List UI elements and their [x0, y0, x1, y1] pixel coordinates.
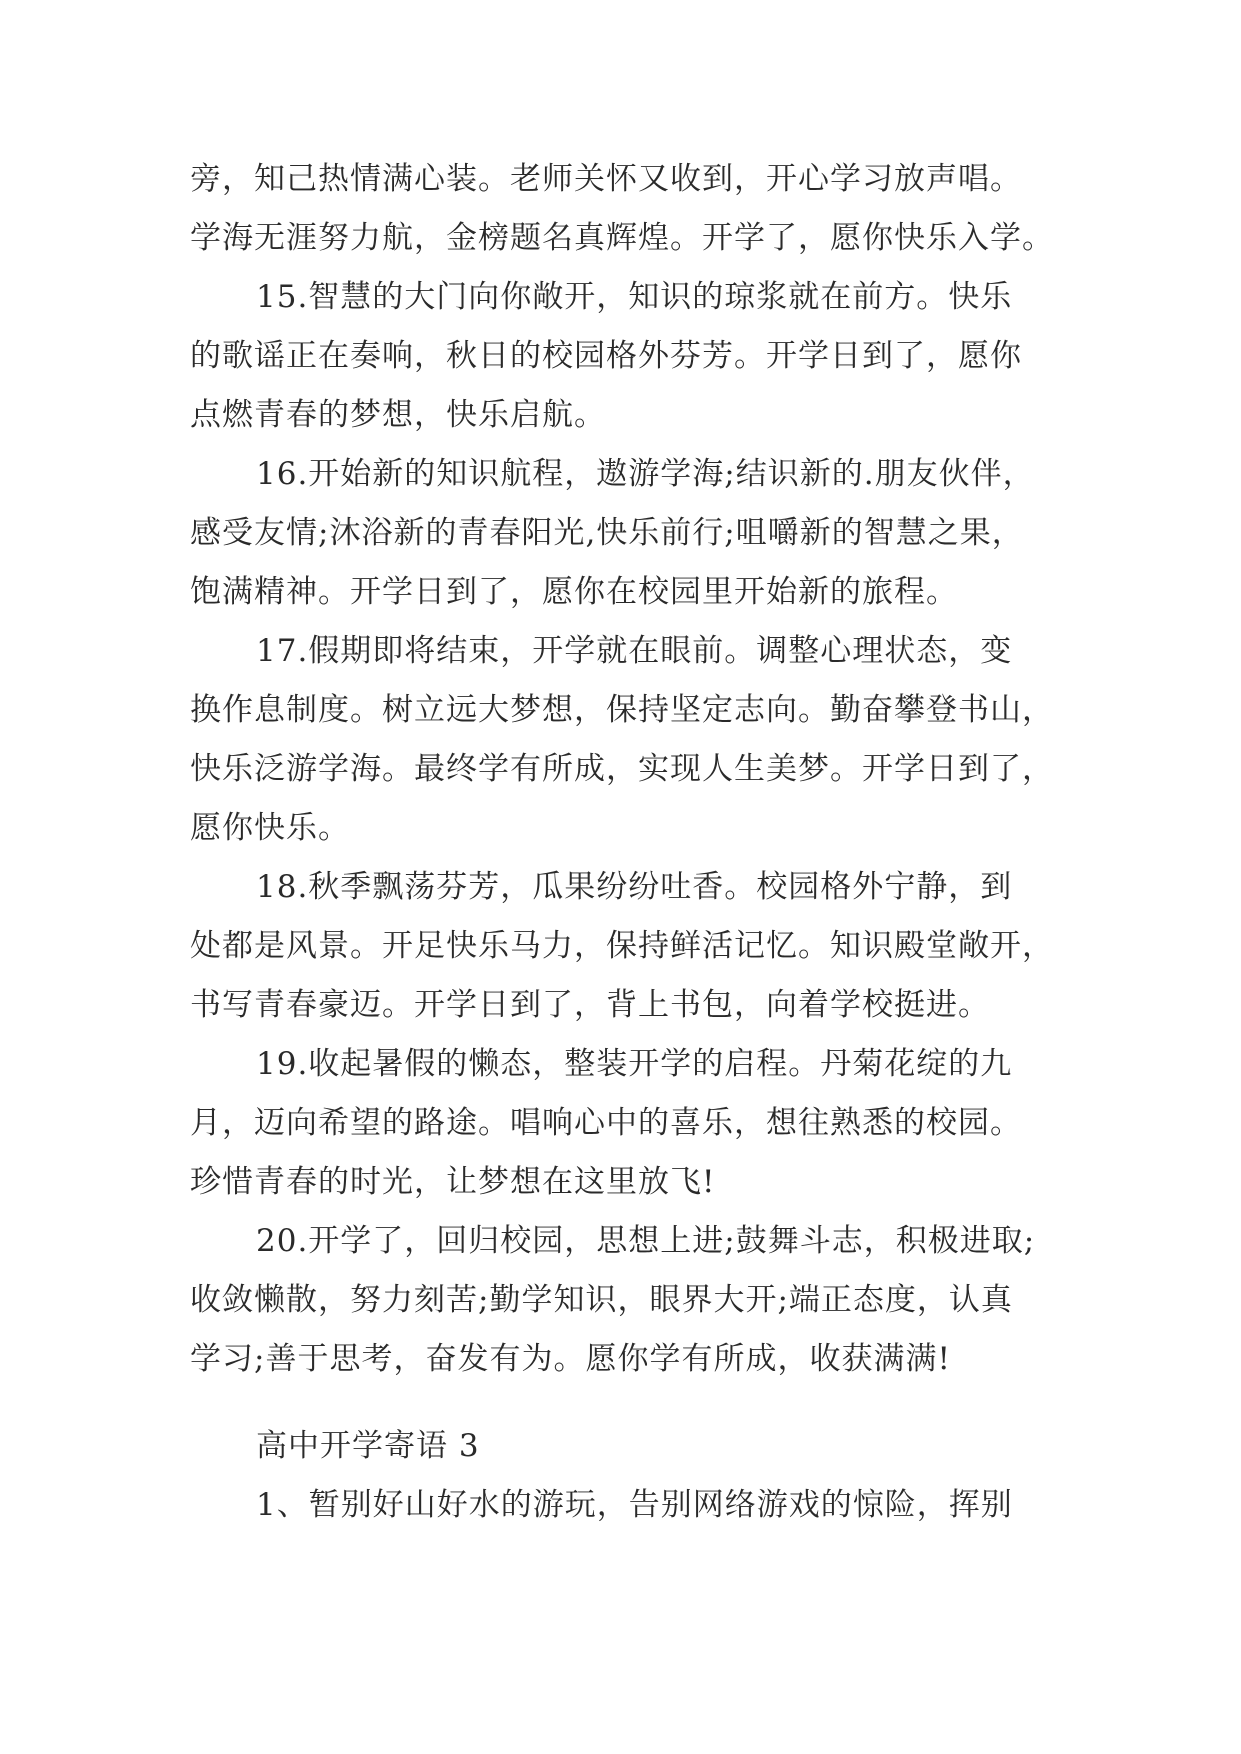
text-line: 换作息制度。树立远大梦想，保持坚定志向。勤奋攀登书山， — [190, 692, 1054, 728]
text-line: 感受友情;沐浴新的青春阳光,快乐前行;咀嚼新的智慧之果， — [190, 515, 1024, 551]
section-gap — [190, 1389, 1070, 1417]
paragraph-start-1: 1、暂别好山好水的游玩，告别网络游戏的惊险，挥别 — [256, 1487, 1013, 1523]
text-line: 饱满精神。开学日到了，愿你在校园里开始新的旅程。 — [190, 574, 958, 610]
text-line: 学海无涯努力航，金榜题名真辉煌。开学了，愿你快乐入学。 — [190, 220, 1054, 256]
text-line: 的歌谣正在奏响，秋日的校园格外芬芳。开学日到了，愿你 — [190, 338, 1022, 374]
document-page — [190, 150, 1070, 1535]
text-line: 月，迈向希望的路途。唱响心中的喜乐，想往熟悉的校园。 — [190, 1105, 1022, 1141]
paragraph-start-18: 18.秋季飘荡芬芳，瓜果纷纷吐香。校园格外宁静，到 — [256, 869, 1013, 905]
text-line: 快乐泛游学海。最终学有所成，实现人生美梦。开学日到了， — [190, 751, 1054, 787]
text-line: 处都是风景。开足快乐马力，保持鲜活记忆。知识殿堂敞开， — [190, 928, 1054, 964]
text-line: 书写青春豪迈。开学日到了，背上书包，向着学校挺进。 — [190, 987, 990, 1023]
paragraph-start-17: 17.假期即将结束，开学就在眼前。调整心理状态，变 — [256, 633, 1013, 669]
paragraph-start-16: 16.开始新的知识航程，遨游学海;结识新的.朋友伙伴， — [256, 456, 1035, 492]
text-line: 收敛懒散，努力刻苦;勤学知识，眼界大开;端正态度，认真 — [190, 1282, 1013, 1318]
paragraph-start-20: 20.开学了，回归校园，思想上进;鼓舞斗志，积极进取; — [256, 1223, 1036, 1259]
paragraph-start-19: 19.收起暑假的懒态，整装开学的启程。丹菊花绽的九 — [256, 1046, 1013, 1082]
paragraph-start-15: 15.智慧的大门向你敞开，知识的琼浆就在前方。快乐 — [256, 279, 1013, 315]
text-line: 愿你快乐。 — [190, 810, 350, 846]
text-line: 学习;善于思考，奋发有为。愿你学有所成，收获满满! — [190, 1341, 951, 1377]
text-line: 旁，知己热情满心装。老师关怀又收到，开心学习放声唱。 — [190, 161, 1022, 197]
text-line: 点燃青春的梦想，快乐启航。 — [190, 397, 606, 433]
section-title: 高中开学寄语 3 — [256, 1428, 480, 1464]
text-line: 珍惜青春的时光，让梦想在这里放飞! — [190, 1164, 716, 1200]
